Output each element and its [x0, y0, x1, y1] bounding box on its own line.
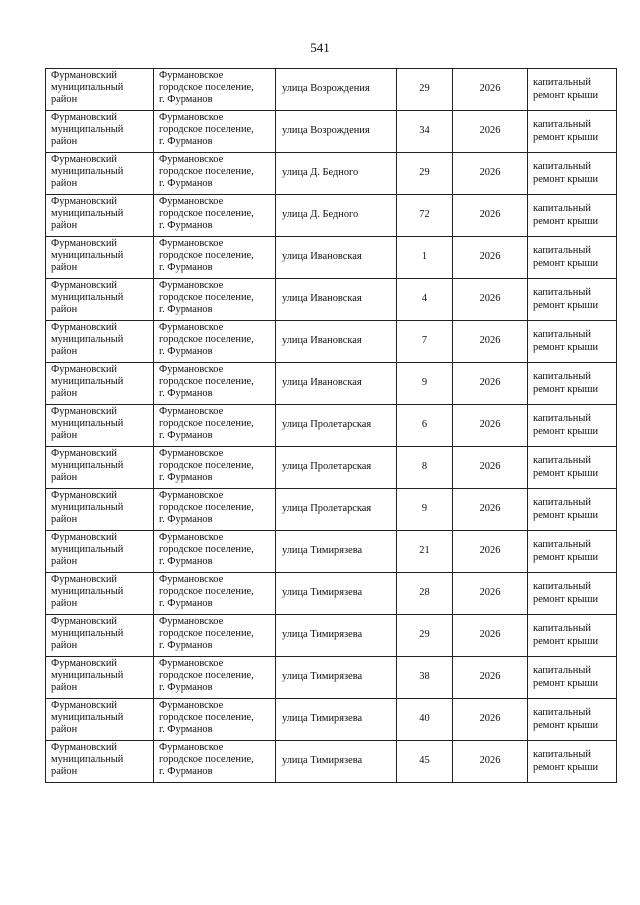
settlement-line: Фурмановское	[159, 280, 224, 291]
settlement-line: Фурмановское	[159, 154, 224, 165]
settlement-cell	[154, 195, 276, 237]
district-line: Фурмановский	[51, 742, 117, 753]
district-line: муниципальный	[51, 124, 124, 136]
settlement-line: Фурмановское	[159, 238, 224, 249]
work-type-line: ремонт крыши	[533, 383, 599, 395]
house-number-cell: 8	[397, 447, 453, 489]
year-cell: 2026	[453, 657, 528, 699]
settlement-cell	[154, 741, 276, 783]
work-type-cell	[528, 405, 617, 447]
settlement-line: городское поселение,	[159, 418, 254, 430]
settlement-cell	[154, 405, 276, 447]
settlement-cell	[154, 279, 276, 321]
settlement-line: Фурмановское	[159, 658, 224, 669]
district-line: Фурмановский	[51, 532, 117, 543]
settlement-line: городское поселение,	[159, 586, 254, 598]
settlement-cell	[154, 531, 276, 573]
settlement-line: Фурмановское	[159, 70, 224, 81]
work-type-line: ремонт крыши	[533, 509, 599, 521]
district-line: Фурмановский	[51, 700, 117, 711]
district-cell	[46, 195, 154, 237]
district-line: Фурмановский	[51, 406, 117, 417]
settlement-line: городское поселение,	[159, 292, 254, 304]
year-cell: 2026	[453, 237, 528, 279]
district-line: муниципальный	[51, 544, 124, 556]
house-number-cell: 9	[397, 363, 453, 405]
house-number-cell: 29	[397, 615, 453, 657]
year-cell: 2026	[453, 195, 528, 237]
settlement-line: г. Фурманов	[159, 94, 213, 106]
district-cell	[46, 447, 154, 489]
work-type-line: капитальный	[533, 497, 591, 509]
work-type-line: капитальный	[533, 539, 591, 551]
settlement-line: городское поселение,	[159, 250, 254, 262]
district-line: муниципальный	[51, 82, 124, 94]
settlement-cell	[154, 69, 276, 111]
work-type-line: ремонт крыши	[533, 173, 599, 185]
year-cell: 2026	[453, 363, 528, 405]
table-row	[46, 615, 617, 657]
house-number-cell: 21	[397, 531, 453, 573]
work-type-line: ремонт крыши	[533, 257, 599, 269]
settlement-line: городское поселение,	[159, 712, 254, 724]
work-type-line: капитальный	[533, 203, 591, 215]
table-row	[46, 657, 617, 699]
district-line: муниципальный	[51, 712, 124, 724]
work-type-line: капитальный	[533, 749, 591, 761]
settlement-line: городское поселение,	[159, 124, 254, 136]
house-number-cell: 9	[397, 489, 453, 531]
year-cell: 2026	[453, 321, 528, 363]
district-line: муниципальный	[51, 460, 124, 472]
house-number-cell: 45	[397, 741, 453, 783]
settlement-line: Фурмановское	[159, 490, 224, 501]
work-type-line: капитальный	[533, 665, 591, 677]
settlement-line: городское поселение,	[159, 502, 254, 514]
settlement-line: г. Фурманов	[159, 388, 213, 400]
repair-registry-table	[45, 68, 617, 783]
settlement-line: городское поселение,	[159, 82, 254, 94]
district-line: район	[51, 472, 78, 484]
district-cell	[46, 657, 154, 699]
district-line: район	[51, 682, 78, 694]
settlement-line: г. Фурманов	[159, 766, 213, 778]
settlement-line: г. Фурманов	[159, 262, 213, 274]
street-cell: улица Возрождения	[276, 111, 397, 153]
work-type-line: ремонт крыши	[533, 677, 599, 689]
work-type-cell	[528, 69, 617, 111]
street-cell: улица Д. Бедного	[276, 153, 397, 195]
street-cell: улица Пролетарская	[276, 489, 397, 531]
registry-table-body	[46, 69, 617, 783]
street-cell: улица Тимирязева	[276, 531, 397, 573]
street-cell: улица Тимирязева	[276, 699, 397, 741]
district-line: Фурмановский	[51, 154, 117, 165]
year-cell: 2026	[453, 111, 528, 153]
settlement-line: г. Фурманов	[159, 556, 213, 568]
settlement-line: г. Фурманов	[159, 724, 213, 736]
table-row	[46, 741, 617, 783]
street-cell: улица Тимирязева	[276, 741, 397, 783]
settlement-line: Фурмановское	[159, 448, 224, 459]
district-cell	[46, 489, 154, 531]
settlement-cell	[154, 153, 276, 195]
settlement-line: Фурмановское	[159, 196, 224, 207]
work-type-cell	[528, 153, 617, 195]
year-cell: 2026	[453, 615, 528, 657]
house-number-cell: 6	[397, 405, 453, 447]
work-type-line: ремонт крыши	[533, 467, 599, 479]
street-cell: улица Пролетарская	[276, 405, 397, 447]
district-cell	[46, 531, 154, 573]
district-line: район	[51, 220, 78, 232]
year-cell: 2026	[453, 489, 528, 531]
street-cell: улица Тимирязева	[276, 657, 397, 699]
work-type-line: ремонт крыши	[533, 89, 599, 101]
work-type-line: капитальный	[533, 455, 591, 467]
district-line: Фурмановский	[51, 70, 117, 81]
work-type-cell	[528, 279, 617, 321]
page-number: 541	[310, 40, 330, 55]
district-cell	[46, 237, 154, 279]
settlement-line: г. Фурманов	[159, 178, 213, 190]
district-cell	[46, 111, 154, 153]
street-cell: улица Тимирязева	[276, 573, 397, 615]
district-line: район	[51, 94, 78, 106]
settlement-cell	[154, 363, 276, 405]
work-type-line: ремонт крыши	[533, 719, 599, 731]
work-type-cell	[528, 699, 617, 741]
district-line: район	[51, 304, 78, 316]
house-number-cell: 40	[397, 699, 453, 741]
district-line: район	[51, 514, 78, 526]
settlement-line: городское поселение,	[159, 628, 254, 640]
district-line: район	[51, 766, 78, 778]
settlement-cell	[154, 657, 276, 699]
district-line: район	[51, 388, 78, 400]
work-type-line: капитальный	[533, 245, 591, 257]
settlement-cell	[154, 321, 276, 363]
work-type-cell	[528, 321, 617, 363]
settlement-line: Фурмановское	[159, 532, 224, 543]
district-cell	[46, 69, 154, 111]
house-number-cell: 1	[397, 237, 453, 279]
work-type-cell	[528, 741, 617, 783]
district-line: муниципальный	[51, 208, 124, 220]
district-line: район	[51, 178, 78, 190]
work-type-line: капитальный	[533, 707, 591, 719]
work-type-line: ремонт крыши	[533, 425, 599, 437]
district-line: район	[51, 724, 78, 736]
year-cell: 2026	[453, 69, 528, 111]
district-line: Фурмановский	[51, 448, 117, 459]
district-line: муниципальный	[51, 670, 124, 682]
work-type-line: капитальный	[533, 371, 591, 383]
table-row	[46, 699, 617, 741]
work-type-line: капитальный	[533, 77, 591, 89]
table-row	[46, 363, 617, 405]
work-type-line: капитальный	[533, 623, 591, 635]
district-cell	[46, 615, 154, 657]
work-type-cell	[528, 531, 617, 573]
settlement-line: Фурмановское	[159, 322, 224, 333]
year-cell: 2026	[453, 279, 528, 321]
district-line: Фурмановский	[51, 658, 117, 669]
year-cell: 2026	[453, 447, 528, 489]
table-row	[46, 447, 617, 489]
district-line: Фурмановский	[51, 616, 117, 627]
settlement-line: Фурмановское	[159, 616, 224, 627]
house-number-cell: 28	[397, 573, 453, 615]
street-cell: улица Ивановская	[276, 321, 397, 363]
district-line: муниципальный	[51, 250, 124, 262]
district-line: Фурмановский	[51, 322, 117, 333]
house-number-cell: 7	[397, 321, 453, 363]
year-cell: 2026	[453, 531, 528, 573]
house-number-cell: 4	[397, 279, 453, 321]
settlement-line: Фурмановское	[159, 406, 224, 417]
settlement-line: Фурмановское	[159, 364, 224, 375]
table-row	[46, 153, 617, 195]
district-line: муниципальный	[51, 334, 124, 346]
year-cell: 2026	[453, 741, 528, 783]
district-line: Фурмановский	[51, 364, 117, 375]
table-row	[46, 573, 617, 615]
work-type-cell	[528, 489, 617, 531]
table-row	[46, 321, 617, 363]
settlement-line: г. Фурманов	[159, 430, 213, 442]
house-number-cell: 29	[397, 153, 453, 195]
street-cell: улица Ивановская	[276, 237, 397, 279]
district-line: Фурмановский	[51, 490, 117, 501]
settlement-line: городское поселение,	[159, 334, 254, 346]
street-cell: улица Ивановская	[276, 279, 397, 321]
work-type-cell	[528, 237, 617, 279]
work-type-cell	[528, 573, 617, 615]
table-row	[46, 489, 617, 531]
settlement-line: городское поселение,	[159, 670, 254, 682]
district-cell	[46, 279, 154, 321]
settlement-line: городское поселение,	[159, 376, 254, 388]
table-row	[46, 405, 617, 447]
settlement-cell	[154, 111, 276, 153]
work-type-cell	[528, 363, 617, 405]
district-cell	[46, 153, 154, 195]
work-type-line: капитальный	[533, 287, 591, 299]
house-number-cell: 38	[397, 657, 453, 699]
street-cell: улица Возрождения	[276, 69, 397, 111]
work-type-cell	[528, 447, 617, 489]
work-type-line: ремонт крыши	[533, 593, 599, 605]
house-number-cell: 34	[397, 111, 453, 153]
district-cell	[46, 699, 154, 741]
district-line: муниципальный	[51, 418, 124, 430]
settlement-line: г. Фурманов	[159, 640, 213, 652]
district-line: Фурмановский	[51, 238, 117, 249]
year-cell: 2026	[453, 699, 528, 741]
work-type-cell	[528, 615, 617, 657]
work-type-cell	[528, 657, 617, 699]
settlement-line: г. Фурманов	[159, 346, 213, 358]
settlement-line: городское поселение,	[159, 754, 254, 766]
street-cell: улица Пролетарская	[276, 447, 397, 489]
work-type-line: ремонт крыши	[533, 131, 599, 143]
work-type-line: ремонт крыши	[533, 551, 599, 563]
settlement-line: г. Фурманов	[159, 598, 213, 610]
district-line: район	[51, 136, 78, 148]
work-type-cell	[528, 195, 617, 237]
work-type-line: капитальный	[533, 161, 591, 173]
year-cell: 2026	[453, 405, 528, 447]
street-cell: улица Тимирязева	[276, 615, 397, 657]
settlement-line: городское поселение,	[159, 460, 254, 472]
settlement-cell	[154, 615, 276, 657]
work-type-line: ремонт крыши	[533, 299, 599, 311]
district-line: район	[51, 598, 78, 610]
district-cell	[46, 321, 154, 363]
year-cell: 2026	[453, 573, 528, 615]
district-line: Фурмановский	[51, 280, 117, 291]
district-line: муниципальный	[51, 628, 124, 640]
settlement-line: г. Фурманов	[159, 472, 213, 484]
work-type-cell	[528, 111, 617, 153]
settlement-line: Фурмановское	[159, 112, 224, 123]
settlement-line: Фурмановское	[159, 574, 224, 585]
district-line: муниципальный	[51, 292, 124, 304]
district-line: муниципальный	[51, 166, 124, 178]
district-line: Фурмановский	[51, 196, 117, 207]
work-type-line: ремонт крыши	[533, 761, 599, 773]
district-line: район	[51, 430, 78, 442]
settlement-line: г. Фурманов	[159, 304, 213, 316]
district-cell	[46, 741, 154, 783]
district-cell	[46, 405, 154, 447]
settlement-line: г. Фурманов	[159, 136, 213, 148]
settlement-line: г. Фурманов	[159, 220, 213, 232]
settlement-line: городское поселение,	[159, 544, 254, 556]
district-cell	[46, 363, 154, 405]
work-type-line: капитальный	[533, 581, 591, 593]
house-number-cell: 72	[397, 195, 453, 237]
year-cell: 2026	[453, 153, 528, 195]
district-line: Фурмановский	[51, 112, 117, 123]
settlement-cell	[154, 237, 276, 279]
work-type-line: капитальный	[533, 119, 591, 131]
settlement-line: городское поселение,	[159, 208, 254, 220]
settlement-cell	[154, 699, 276, 741]
district-line: район	[51, 556, 78, 568]
work-type-line: ремонт крыши	[533, 215, 599, 227]
district-line: район	[51, 346, 78, 358]
district-line: Фурмановский	[51, 574, 117, 585]
settlement-line: г. Фурманов	[159, 514, 213, 526]
settlement-line: Фурмановское	[159, 742, 224, 753]
work-type-line: капитальный	[533, 329, 591, 341]
district-cell	[46, 573, 154, 615]
settlement-cell	[154, 447, 276, 489]
work-type-line: ремонт крыши	[533, 341, 599, 353]
district-line: муниципальный	[51, 376, 124, 388]
settlement-cell	[154, 489, 276, 531]
settlement-line: городское поселение,	[159, 166, 254, 178]
settlement-line: Фурмановское	[159, 700, 224, 711]
district-line: муниципальный	[51, 754, 124, 766]
house-number-cell: 29	[397, 69, 453, 111]
work-type-line: ремонт крыши	[533, 635, 599, 647]
table-row	[46, 195, 617, 237]
district-line: район	[51, 640, 78, 652]
settlement-line: г. Фурманов	[159, 682, 213, 694]
street-cell: улица Д. Бедного	[276, 195, 397, 237]
table-row	[46, 69, 617, 111]
table-row	[46, 279, 617, 321]
district-line: муниципальный	[51, 586, 124, 598]
settlement-cell	[154, 573, 276, 615]
table-row	[46, 111, 617, 153]
district-line: район	[51, 262, 78, 274]
table-row	[46, 531, 617, 573]
street-cell: улица Ивановская	[276, 363, 397, 405]
district-line: муниципальный	[51, 502, 124, 514]
table-row	[46, 237, 617, 279]
work-type-line: капитальный	[533, 413, 591, 425]
